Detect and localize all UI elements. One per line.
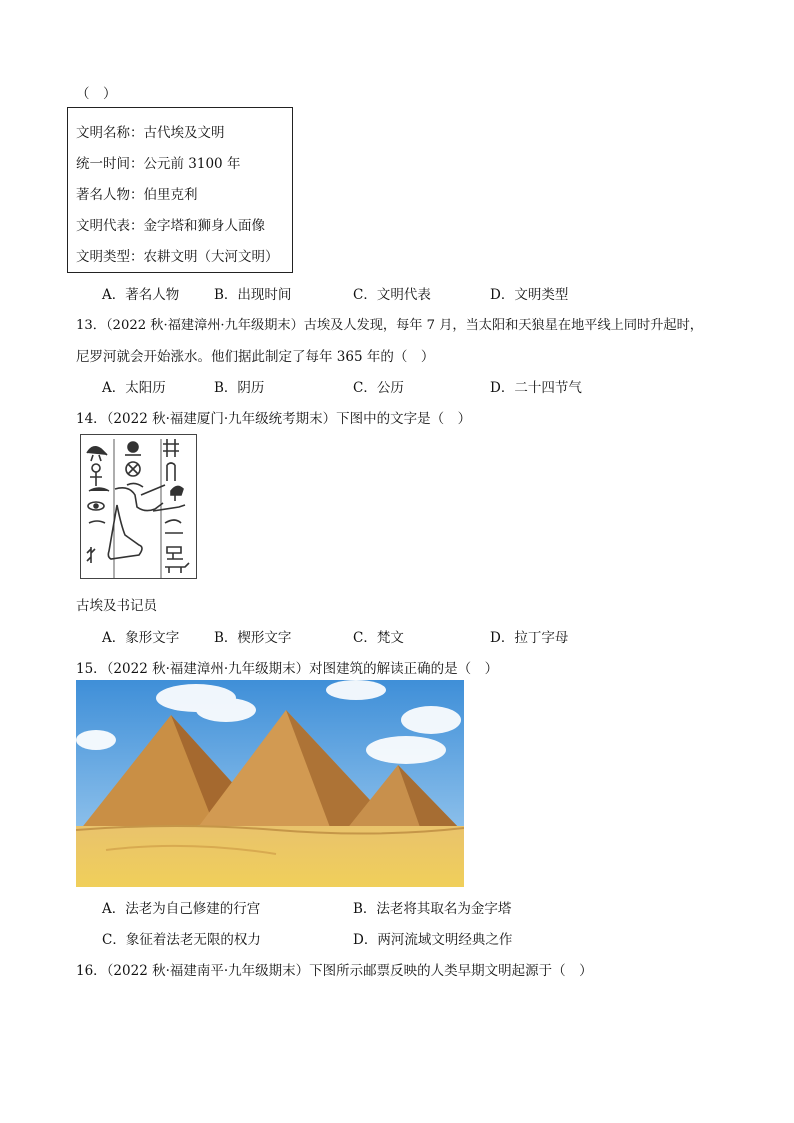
q14-option-a[interactable]: A．象形文字 bbox=[102, 630, 180, 646]
info-line-representative: 文明代表：金字塔和狮身人面像 bbox=[76, 218, 265, 234]
q12-option-a[interactable]: A．著名人物 bbox=[102, 287, 180, 303]
q13-option-b[interactable]: B．阴历 bbox=[214, 380, 265, 396]
egyptian-scribe-image bbox=[80, 434, 197, 579]
q13-option-c[interactable]: C．公历 bbox=[353, 380, 404, 396]
q16-stem: 16．（2022 秋·福建南平·九年级期末）下图所示邮票反映的人类早期文明起源于（ ） bbox=[76, 963, 593, 979]
info-line-figure: 著名人物：伯里克利 bbox=[76, 187, 198, 203]
q14-option-b[interactable]: B．楔形文字 bbox=[214, 630, 292, 646]
q14-option-d[interactable]: D．拉丁字母 bbox=[490, 630, 569, 646]
q13-stem-line2: 尼罗河就会开始涨水。他们据此制定了每年 365 年的（ ） bbox=[76, 349, 435, 365]
civilization-info-box bbox=[67, 107, 293, 273]
info-line-name: 文明名称：古代埃及文明 bbox=[76, 125, 225, 141]
q15-option-a[interactable]: A．法老为自己修建的行宫 bbox=[102, 901, 261, 917]
info-line-unification: 统一时间：公元前 3100 年 bbox=[76, 156, 241, 172]
hieroglyph-illustration bbox=[81, 435, 196, 578]
q12-option-b[interactable]: B．出现时间 bbox=[214, 287, 292, 303]
q15-option-b[interactable]: B．法老将其取名为金字塔 bbox=[353, 901, 512, 917]
q13-stem-line1: 13．（2022 秋·福建漳州·九年级期末）古埃及人发现，每年 7 月，当太阳和天狼星在地平线上同时升起时， bbox=[76, 318, 703, 333]
info-line-type: 文明类型：农耕文明（大河文明） bbox=[76, 249, 279, 265]
q12-option-d[interactable]: D．文明类型 bbox=[490, 287, 569, 303]
q13-option-a[interactable]: A．太阳历 bbox=[102, 380, 166, 396]
q13-option-d[interactable]: D．二十四节气 bbox=[490, 380, 582, 396]
scribe-caption: 古埃及书记员 bbox=[76, 598, 157, 614]
pyramids-illustration bbox=[76, 680, 464, 887]
q12-option-c[interactable]: C．文明代表 bbox=[353, 287, 431, 303]
pyramids-photo bbox=[76, 680, 464, 887]
q15-option-d[interactable]: D．两河流域文明经典之作 bbox=[353, 932, 513, 948]
q15-option-c[interactable]: C．象征着法老无限的权力 bbox=[102, 932, 261, 948]
q14-stem: 14．（2022 秋·福建厦门·九年级统考期末）下图中的文字是（ ） bbox=[76, 411, 472, 427]
answer-bracket: （ ） bbox=[76, 86, 117, 102]
q15-stem: 15．（2022 秋·福建漳州·九年级期末）对图建筑的解读正确的是（ ） bbox=[76, 661, 499, 677]
q14-option-c[interactable]: C．梵文 bbox=[353, 630, 404, 646]
